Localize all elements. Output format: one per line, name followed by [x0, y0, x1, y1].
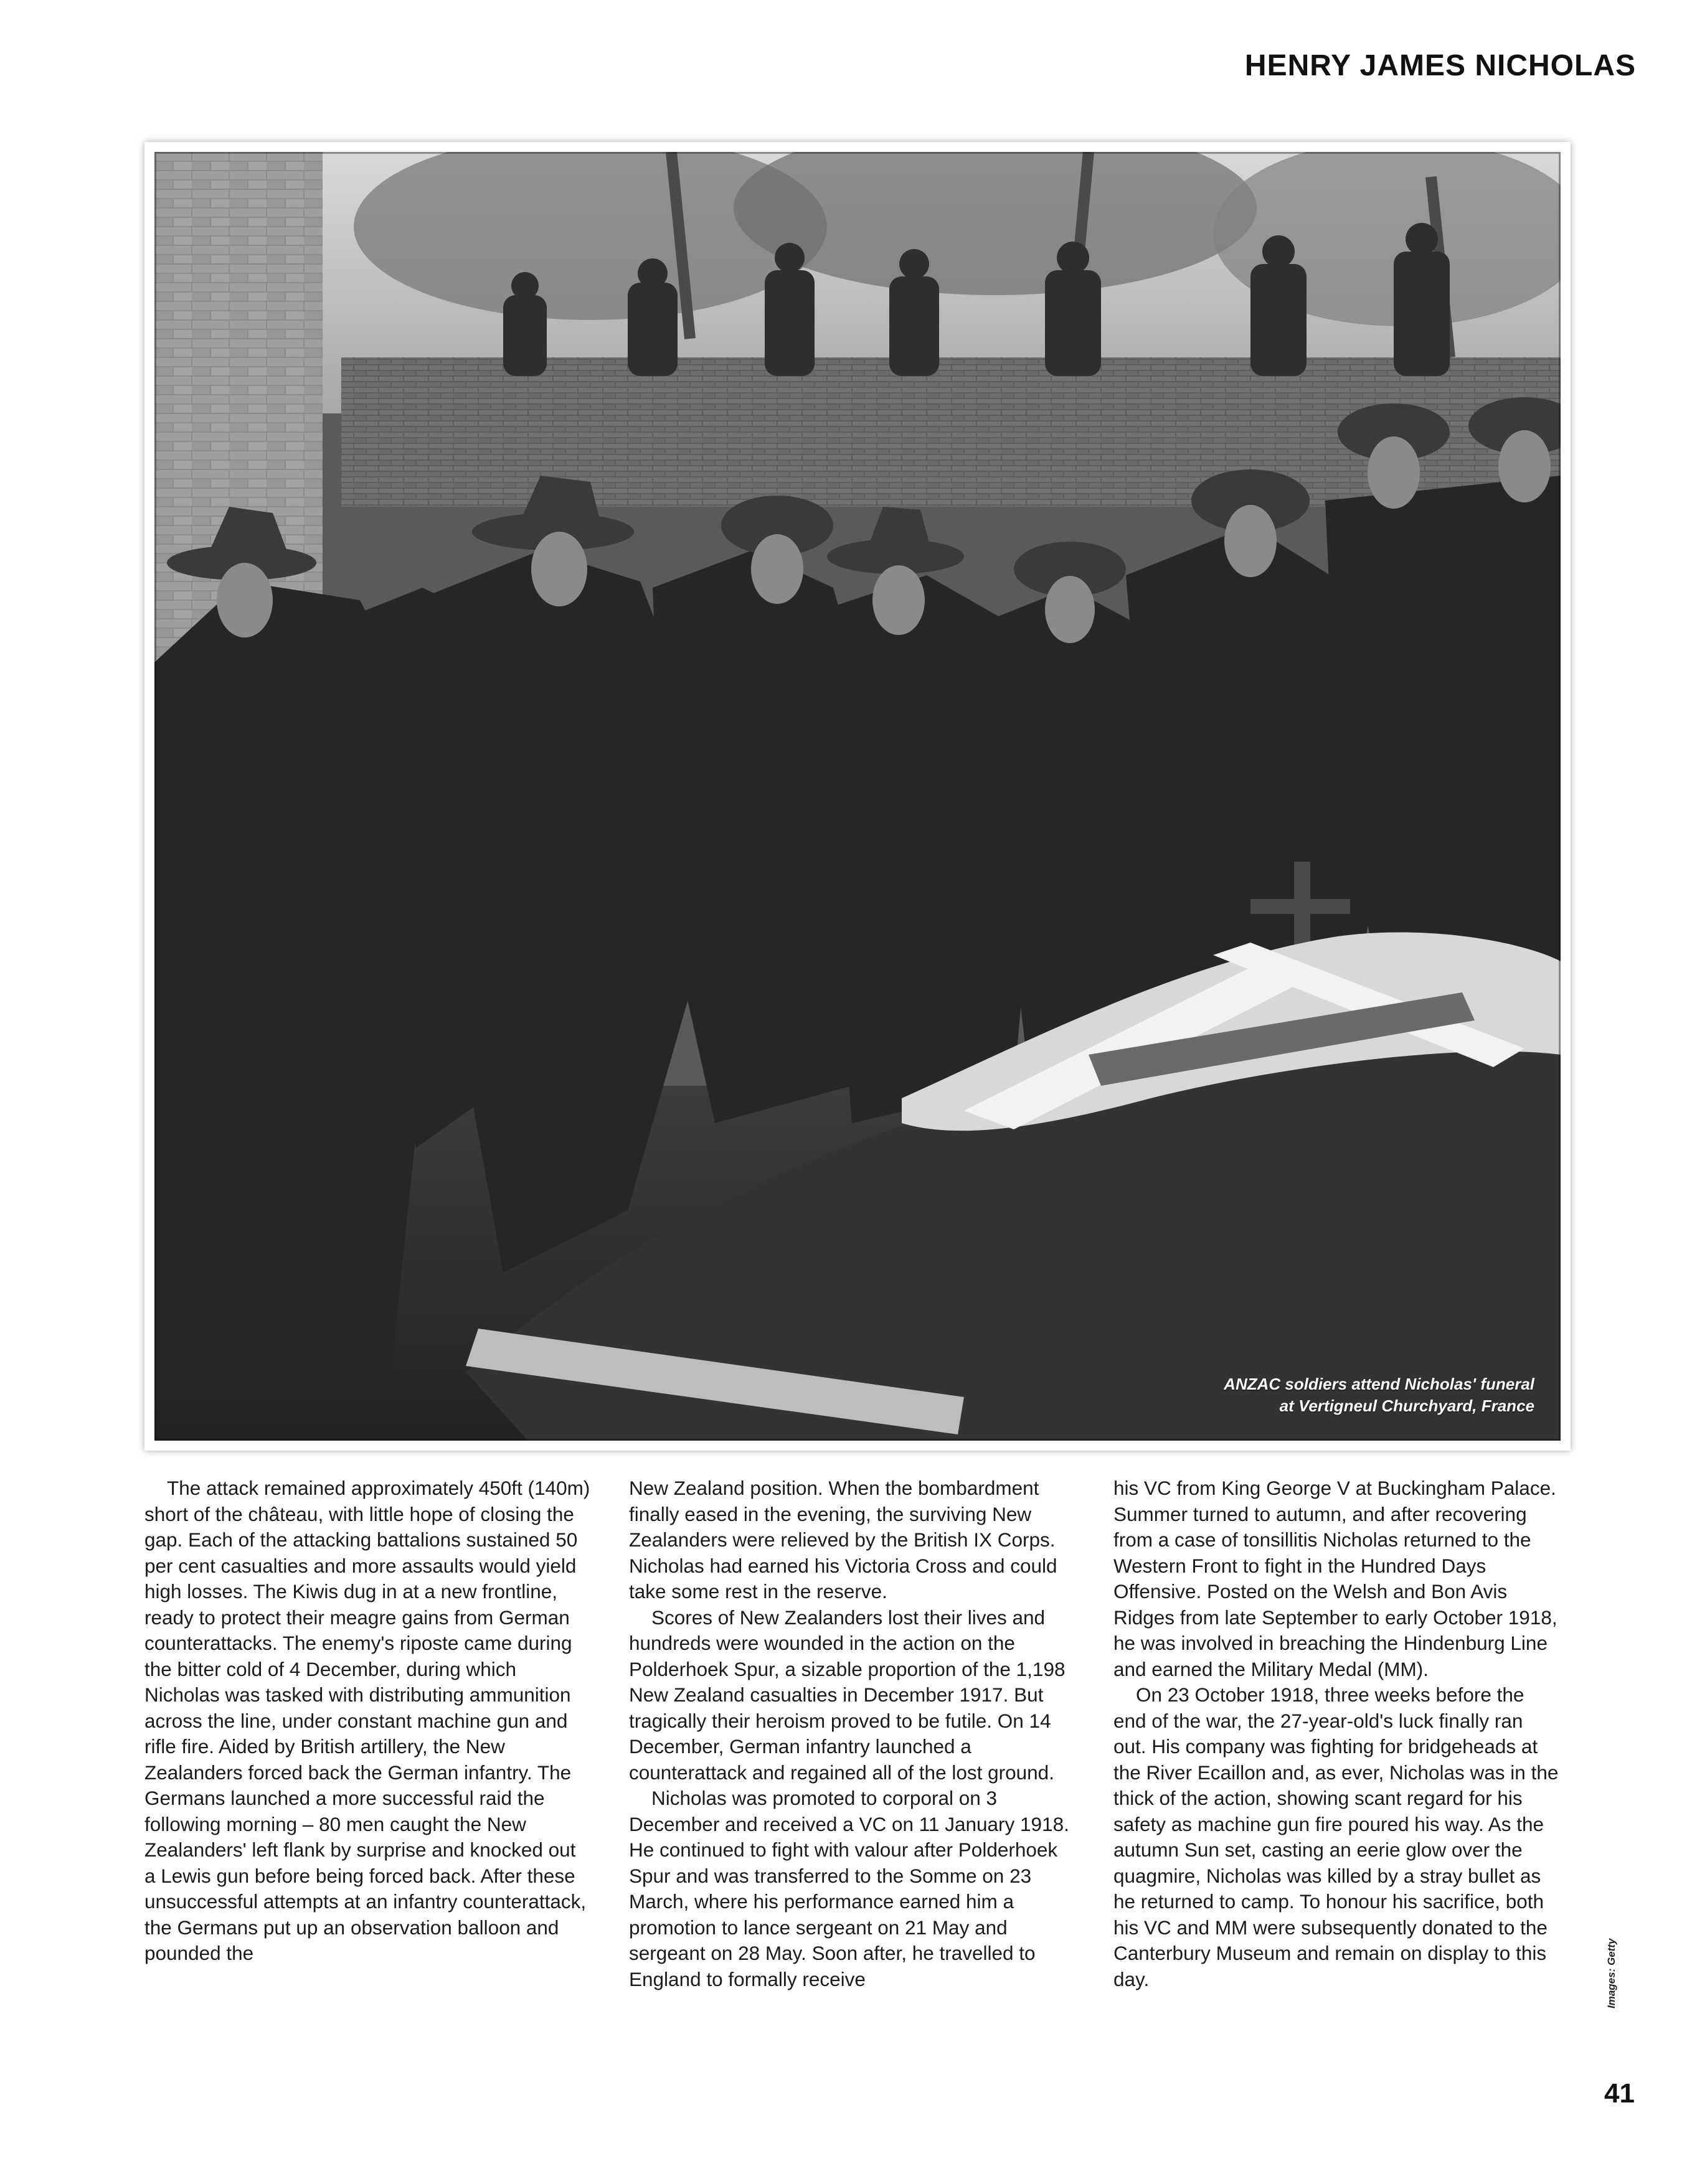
running-title: HENRY JAMES NICHOLAS	[1244, 49, 1636, 82]
article-body	[144, 1476, 1577, 2036]
funeral-photograph	[154, 152, 1561, 1441]
article-column-1	[144, 1476, 592, 1967]
paragraph: Scores of New Zealanders lost their lives and hundreds were wounded in the action on the Polderhoek Spur, a sizable proportion of the 1,198 New Zealand casualties in December 1917. But tragically their heroism proved to be futile. On 14 December, German infantry launched a counterattack and regained all of the lost ground.	[629, 1606, 1066, 1784]
page-number: 41	[1604, 2078, 1635, 2109]
photo-illustration	[154, 152, 1561, 1441]
paragraph: On 23 October 1918, three weeks before the end of the war, the 27-year-old's luck finally ran out. His company was fighting for bridgeheads at the River Ecaillon and, as ever, Nicholas was in the thick of the action, showing scant regard for his safety as machine gun fire poured his way. As the autumn Sun set, casting an eerie glow over the quagmire, Nicholas was killed by a stray bullet as he returned to camp. To honour his sacrifice, both his VC and MM were subsequently donated to the Canterbury Museum and remain on display to this day.	[1113, 1683, 1559, 1990]
image-credit: Images: Getty	[1605, 1938, 1617, 2008]
article-column-2	[629, 1476, 1076, 1992]
paragraph: his VC from King George V at Buckingham Palace. Summer turned to autumn, and after recovering from a case of tonsillitis Nicholas returned to the Western Front to fight in the Hundred Days Offensive. Posted on the Welsh and Bon Avis Ridges from late September to early October 1918, he was involved in breaching the Hindenburg Line and earned the Military Medal (MM).	[1113, 1477, 1557, 1680]
paragraph: Nicholas was promoted to corporal on 3 December and received a VC on 11 January 1918. He continued to fight with valour after Polderhoek Spur and was transferred to the Somme on 23 March, where his performance earned him a promotion to lance sergeant on 21 May and sergeant on 28 May. Soon after, he travelled to England to formally receive	[629, 1787, 1069, 1990]
paragraph: The attack remained approximately 450ft (140m) short of the château, with little hope of closing the gap. Each of the attacking battalions sustained 50 per cent casualties and more assaults would yield high losses. The Kiwis dug in at a new frontline, ready to protect their meagre gains from German counterattacks. The enemy's riposte came during the bitter cold of 4 December, during which Nicholas was tasked with distributing ammunition across the line, under constant machine gun and rifle fire. Aided by British artillery, the New Zealanders forced back the German infantry. The Germans launched a more successful raid the following morning – 80 men caught the New Zealanders' left flank by surprise and knocked out a Lewis gun before being forced back. After these unsuccessful attempts at an infantry counterattack, the Germans put up an observation balloon and pounded the	[144, 1477, 590, 1964]
photo-frame	[144, 142, 1571, 1451]
caption-line-1: ANZAC soldiers attend Nicholas' funeral	[1224, 1375, 1534, 1393]
caption-line-2: at Vertigneul Churchyard, France	[1279, 1396, 1534, 1415]
paragraph: New Zealand position. When the bombardment finally eased in the evening, the surviving New Zealanders were relieved by the British IX Corps. Nicholas had earned his Victoria Cross and could take some rest in the reserve.	[629, 1477, 1057, 1603]
article-column-3	[1113, 1476, 1561, 1992]
photo-caption	[1224, 1373, 1534, 1417]
